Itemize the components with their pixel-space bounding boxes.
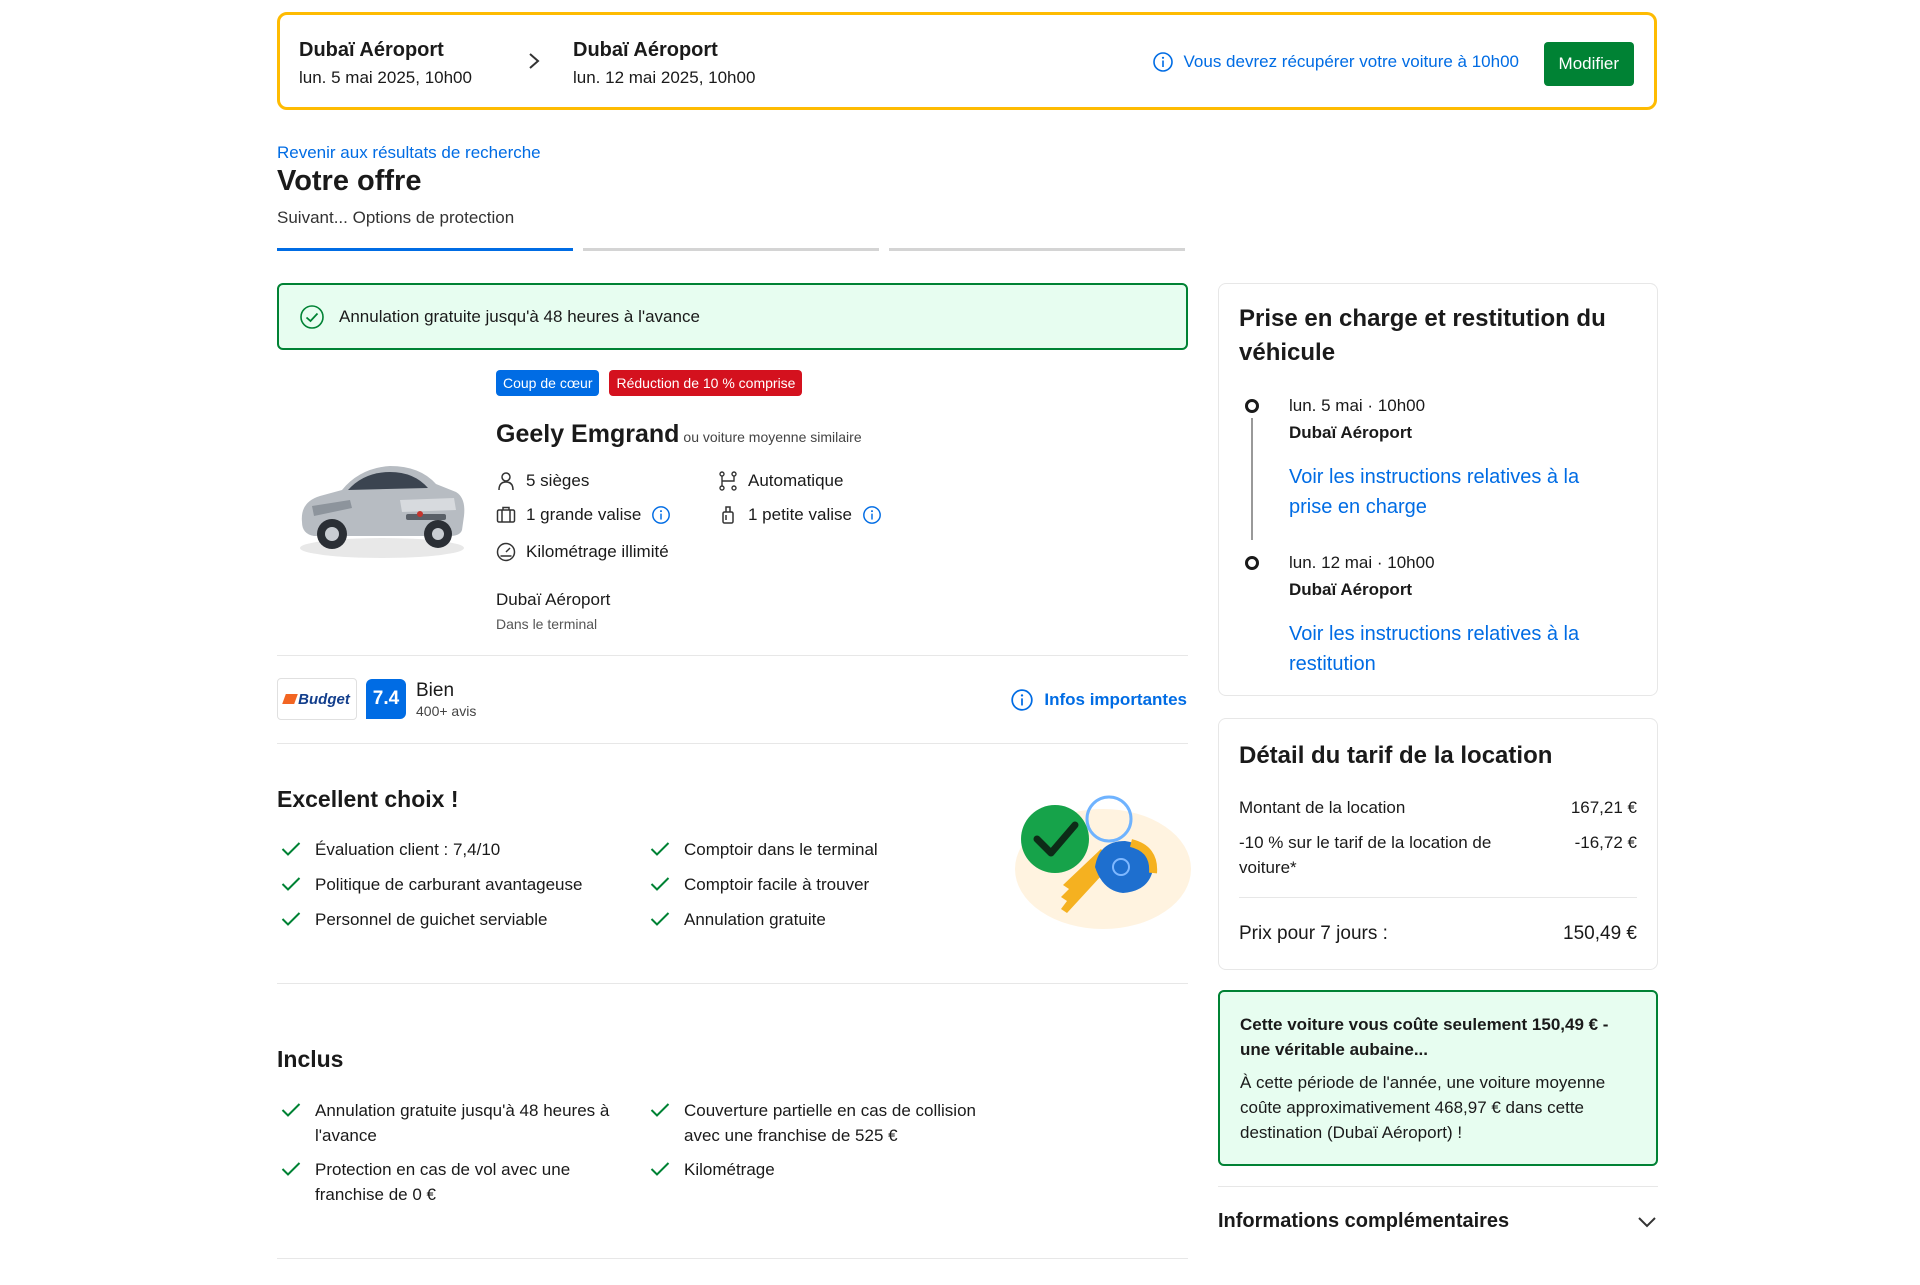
check-icon — [281, 876, 301, 892]
car-badges — [496, 370, 802, 396]
check-icon — [281, 911, 301, 927]
spec-transmission-text: Automatique — [748, 471, 844, 490]
excellent-item: Personnel de guichet serviable — [281, 907, 547, 932]
check-icon — [650, 1161, 670, 1177]
modify-button[interactable]: Modifier — [1544, 42, 1634, 86]
dropoff-summary — [573, 39, 755, 88]
discount-badge: Réduction de 10 % comprise — [609, 370, 802, 396]
pickup-instructions-link[interactable]: Voir les instructions relatives à la prise en charge — [1289, 466, 1580, 518]
budget-flag-icon — [282, 694, 298, 704]
good-deal-headline: Cette voiture vous coûte seulement 150,49 € - une véritable aubaine... — [1240, 1015, 1609, 1059]
included-title: Inclus — [277, 1046, 344, 1072]
price-breakdown-card — [1218, 718, 1658, 970]
chevron-right-icon — [526, 51, 542, 71]
discount-value: -16,72 € — [1574, 833, 1637, 852]
included-item: Kilométrage — [650, 1157, 1010, 1182]
excellent-choice-title: Excellent choix ! — [277, 786, 459, 812]
progress-step-2 — [583, 248, 879, 251]
rental-amount-label: Montant de la location — [1239, 798, 1406, 817]
check-icon — [281, 1102, 301, 1118]
info-icon[interactable] — [651, 505, 671, 525]
supplier-logo — [277, 678, 357, 720]
car-similar-note: ou voiture moyenne similaire — [683, 429, 862, 445]
excellent-item: Évaluation client : 7,4/10 — [281, 837, 500, 862]
pickup-place: Dubaï Aéroport — [299, 39, 444, 61]
spec-seats — [496, 471, 589, 491]
pickup-date: lun. 5 mai 2025, 10h00 — [299, 68, 472, 87]
info-icon — [1010, 688, 1034, 712]
pickup-time-notice-text: Vous devrez récupérer votre voiture à 10h00 — [1183, 52, 1519, 71]
search-summary-bar — [277, 12, 1657, 110]
check-icon — [281, 841, 301, 857]
timeline-line — [1251, 418, 1253, 540]
dropoff-date: lun. 12 mai 2025, 10h00 — [573, 68, 756, 87]
spec-mileage-text: Kilométrage illimité — [526, 542, 669, 561]
check-icon — [281, 1161, 301, 1177]
spec-mileage — [496, 542, 669, 562]
person-icon — [496, 471, 516, 491]
rating-score: 7.4 — [366, 679, 406, 719]
check-icon — [650, 841, 670, 857]
excellent-item: Annulation gratuite — [650, 907, 826, 932]
progress-step-3 — [889, 248, 1185, 251]
pickup-place-name: Dubaï Aéroport — [1289, 423, 1413, 442]
car-pickup-location-detail: Dans le terminal — [496, 616, 598, 632]
pickup-return-title: Prise en charge et restitution du véhicule — [1239, 305, 1606, 366]
car-image — [290, 430, 470, 570]
divider — [277, 743, 1188, 744]
free-cancellation-text: Annulation gratuite jusqu'à 48 heures à l'avance — [339, 306, 700, 326]
next-step-label: Suivant... Options de protection — [277, 208, 515, 227]
good-deal-box — [1218, 990, 1658, 1166]
return-place-name: Dubaï Aéroport — [1289, 580, 1413, 599]
car-pickup-location: Dubaï Aéroport — [496, 590, 611, 609]
price-breakdown-title: Détail du tarif de la location — [1239, 742, 1553, 769]
divider — [277, 983, 1188, 984]
included-item: Couverture partielle en cas de collision avec une franchise de 525 € — [650, 1098, 1010, 1148]
spec-small-bag — [718, 505, 882, 525]
pickup-return-card — [1218, 283, 1658, 696]
return-instructions-link[interactable]: Voir les instructions relatives à la restitution — [1289, 623, 1580, 675]
car-model: Geely Emgrand — [496, 420, 680, 448]
progress-step-1 — [277, 248, 573, 251]
pickup-time-notice — [1152, 51, 1519, 73]
speedometer-icon — [496, 542, 516, 562]
more-info-label: Informations complémentaires — [1218, 1210, 1510, 1232]
excellent-item: Comptoir dans le terminal — [650, 837, 878, 862]
small-suitcase-icon — [718, 505, 738, 525]
rating-label: Bien — [416, 680, 455, 701]
spec-large-bag — [496, 505, 671, 525]
important-info-text: Infos importantes — [1044, 690, 1187, 709]
car-keys-illustration — [1003, 783, 1193, 933]
dropoff-place: Dubaï Aéroport — [573, 39, 718, 61]
check-icon — [650, 1102, 670, 1118]
back-to-results-link[interactable]: Revenir aux résultats de recherche — [277, 143, 541, 162]
supplier-logo-text: Budget — [298, 690, 350, 708]
info-icon — [1152, 51, 1174, 73]
total-value: 150,49 € — [1563, 923, 1637, 944]
gearbox-icon — [718, 471, 738, 491]
important-info-link[interactable] — [1010, 688, 1187, 712]
step-progress — [277, 248, 1185, 251]
check-icon — [650, 876, 670, 892]
check-circle-icon — [299, 304, 325, 330]
divider — [277, 655, 1188, 656]
pickup-summary — [299, 39, 472, 88]
total-label: Prix pour 7 jours : — [1239, 923, 1388, 944]
check-icon — [650, 911, 670, 927]
review-count: 400+ avis — [416, 703, 477, 719]
page-title: Votre offre — [277, 165, 422, 197]
rental-amount-value: 167,21 € — [1570, 798, 1637, 817]
suitcase-icon — [496, 505, 516, 525]
spec-seats-text: 5 sièges — [526, 471, 590, 490]
pickup-datetime: lun. 5 mai · 10h00 — [1289, 396, 1426, 415]
car-name — [496, 420, 862, 449]
timeline-dot-pickup — [1245, 399, 1259, 413]
divider — [277, 1258, 1188, 1259]
discount-label: -10 % sur le tarif de la location de voiture* — [1239, 833, 1492, 877]
info-icon[interactable] — [862, 505, 882, 525]
favorite-badge: Coup de cœur — [496, 370, 599, 396]
included-item: Annulation gratuite jusqu'à 48 heures à l'avance — [281, 1098, 631, 1148]
return-datetime: lun. 12 mai · 10h00 — [1289, 553, 1435, 572]
more-info-accordion[interactable] — [1218, 1186, 1658, 1256]
spec-transmission — [718, 471, 843, 491]
excellent-item: Politique de carburant avantageuse — [281, 872, 582, 897]
good-deal-body: À cette période de l'année, une voiture moyenne coûte approximativement 468,97 € dans cette destination (Dubaï Aéroport) ! — [1240, 1073, 1606, 1142]
spec-large-bag-text: 1 grande valise — [526, 505, 642, 524]
chevron-down-icon — [1636, 1215, 1658, 1229]
excellent-item: Comptoir facile à trouver — [650, 872, 869, 897]
divider — [1239, 897, 1637, 898]
timeline-dot-return — [1245, 556, 1259, 570]
free-cancellation-banner — [277, 283, 1188, 350]
included-item: Protection en cas de vol avec une franchise de 0 € — [281, 1157, 631, 1207]
spec-small-bag-text: 1 petite valise — [748, 505, 852, 524]
